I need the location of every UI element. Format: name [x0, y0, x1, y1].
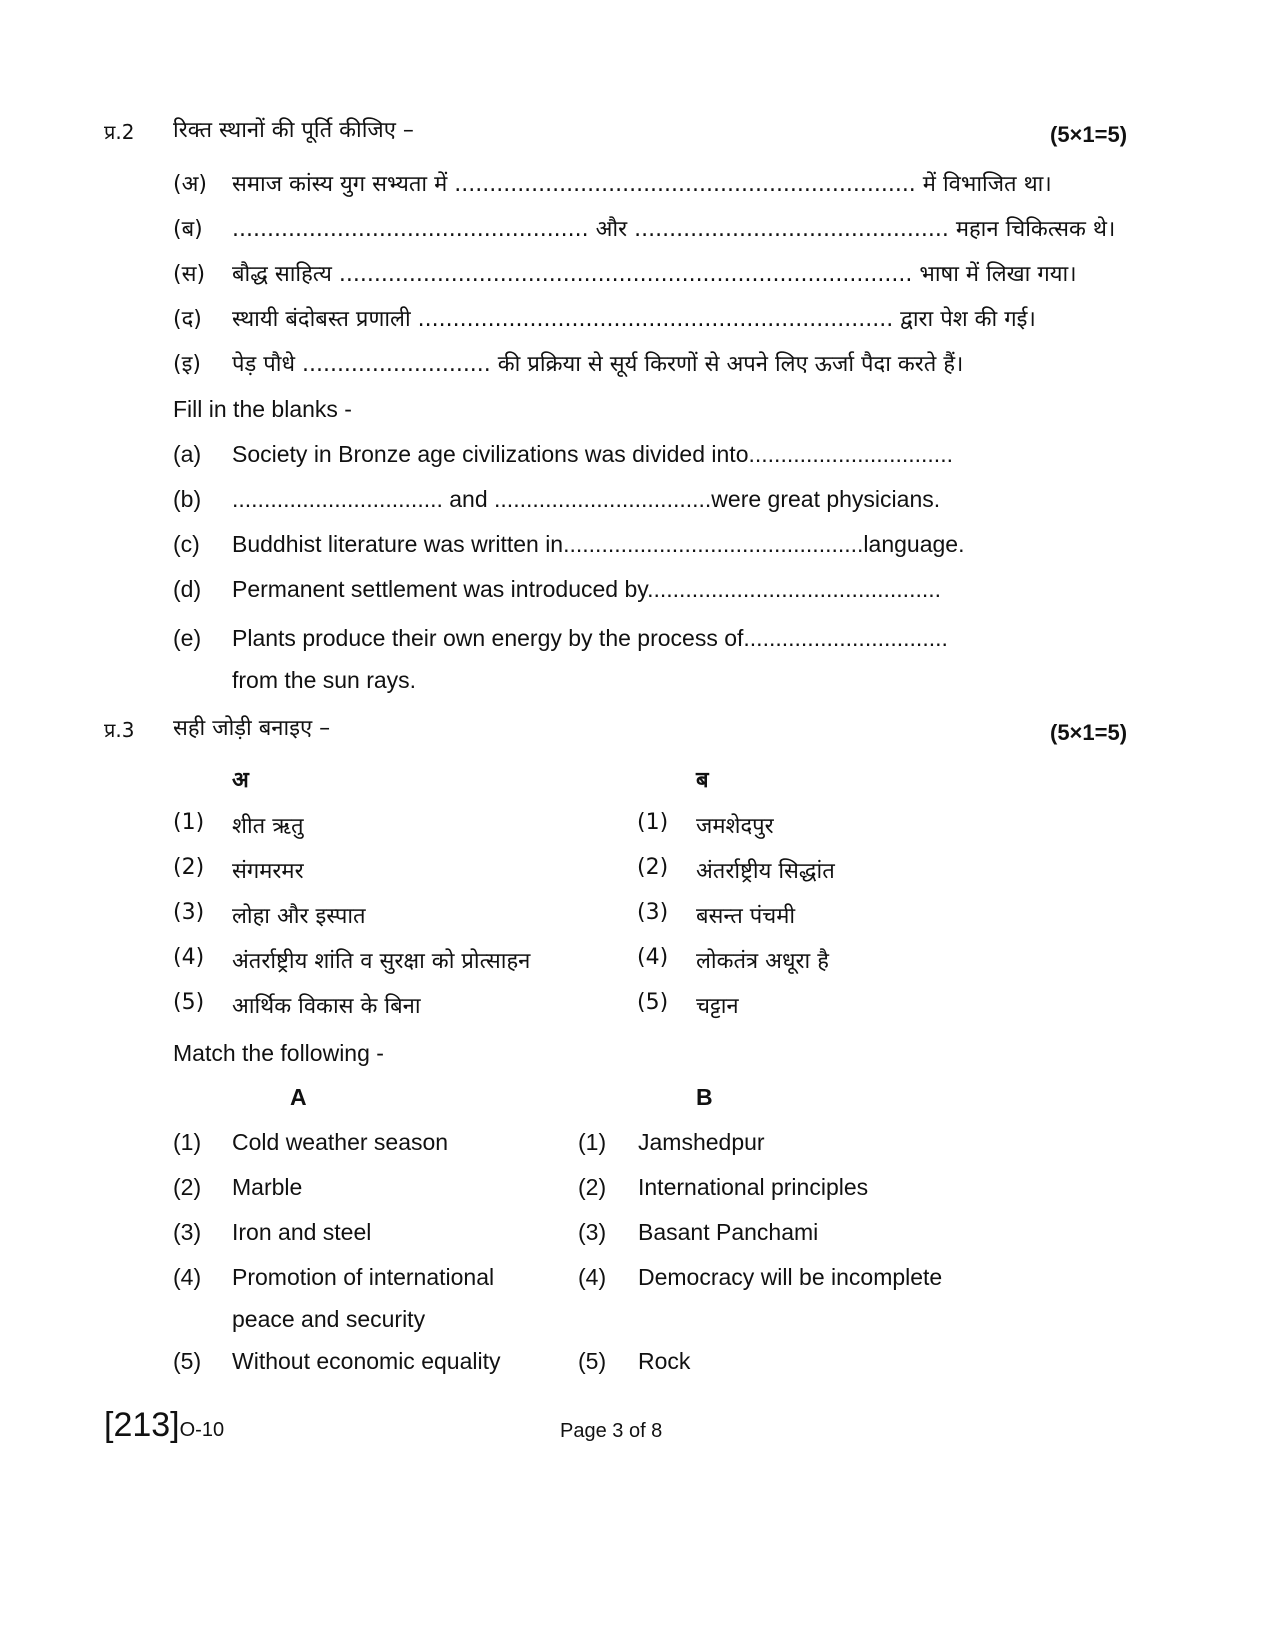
q3-en-right-label: (5): [578, 1348, 607, 1374]
q3-en-right-label: (2): [578, 1174, 607, 1200]
q3-en-left-label: (3): [173, 1219, 202, 1245]
q3-en-left-item: Marble: [232, 1174, 303, 1200]
q3-en-left-item: Without economic equality: [232, 1348, 501, 1374]
q3-hi-right-item: चट्टान: [696, 994, 739, 1019]
q3-hi-left-item: अंतर्राष्ट्रीय शांति व सुरक्षा को प्रोत्साहन: [232, 949, 531, 974]
q3-en-col-a-heading: A: [290, 1084, 307, 1110]
q2-en-label-e: (e): [173, 625, 202, 651]
q3-hi-right-item: अंतर्राष्ट्रीय सिद्धांत: [696, 859, 835, 884]
q2-hi-label-a: (अ): [173, 172, 207, 197]
q3-hi-right-item: बसन्त पंचमी: [696, 904, 796, 929]
q2-marks: (5×1=5): [1050, 122, 1128, 147]
q3-marks: (5×1=5): [1050, 720, 1128, 745]
q3-en-right-item: International principles: [638, 1174, 869, 1200]
q3-en-left-item: Promotion of international: [232, 1264, 495, 1290]
q2-hi-label-d: (द): [173, 307, 202, 332]
q3-hi-col-b-heading: ब: [696, 768, 709, 793]
q3-hi-right-label: (5): [637, 990, 669, 1015]
q3-en-right-item: Democracy will be incomplete: [638, 1264, 943, 1290]
q3-en-col-b-heading: B: [696, 1084, 713, 1110]
q3-hi-right-label: (4): [637, 945, 669, 970]
q3-en-right-item: Basant Panchami: [638, 1219, 819, 1245]
q2-hi-item-d: स्थायी बंदोबस्त प्रणाली .................................................................... द्वारा पेश की गई।: [232, 307, 1036, 332]
q2-title-english: Fill in the blanks -: [173, 396, 352, 422]
q3-hi-right-label: (2): [637, 855, 669, 880]
q3-en-left-label: (5): [173, 1348, 202, 1374]
q3-hi-left-label: (5): [173, 990, 205, 1015]
q2-en-item-b: ................................. and ..................................were great physicians.: [232, 486, 941, 512]
q3-en-right-item: Jamshedpur: [638, 1129, 765, 1155]
q3-en-right-label: (3): [578, 1219, 607, 1245]
footer-code: [213]: [104, 1406, 180, 1444]
q3-en-left-item: Cold weather season: [232, 1129, 449, 1155]
q3-hi-left-item: आर्थिक विकास के बिना: [232, 994, 421, 1019]
q2-title-hindi: रिक्त स्थानों की पूर्ति कीजिए –: [173, 118, 414, 143]
q3-en-left-item: Iron and steel: [232, 1219, 372, 1245]
q2-hi-label-e: (इ): [173, 352, 201, 377]
page-number: Page 3 of 8: [560, 1420, 663, 1442]
q3-hi-right-item: जमशेदपुर: [696, 814, 774, 839]
q3-en-left-label: (2): [173, 1174, 202, 1200]
q2-en-item-a: Society in Bronze age civilizations was divided into................................: [232, 441, 953, 467]
footer-paper-code: [104, 1406, 224, 1445]
q2-hi-label-b: (ब): [173, 217, 203, 242]
q3-hi-left-item: लोहा और इस्पात: [232, 904, 366, 929]
q2-en-item-e-continued: from the sun rays.: [232, 667, 417, 693]
q3-title-english: Match the following -: [173, 1040, 384, 1066]
q3-hi-left-label: (2): [173, 855, 205, 880]
q2-hi-label-c: (स): [173, 262, 206, 287]
q2-en-item-e: Plants produce their own energy by the process of................................: [232, 625, 948, 651]
q3-number: प्र.3: [104, 718, 135, 742]
q3-hi-left-label: (3): [173, 900, 205, 925]
q3-hi-col-a-heading: अ: [232, 768, 249, 793]
q3-en-left-label: (1): [173, 1129, 202, 1155]
q3-hi-left-item: शीत ऋतु: [232, 814, 304, 839]
q3-hi-left-label: (1): [173, 810, 205, 835]
q3-title-hindi: सही जोड़ी बनाइए –: [173, 716, 331, 741]
q3-en-right-item: Rock: [638, 1348, 691, 1374]
q3-hi-right-label: (3): [637, 900, 669, 925]
q2-en-item-d: Permanent settlement was introduced by..............................................: [232, 576, 942, 602]
q2-hi-item-a: समाज कांस्य युग सभ्यता में .................................................................. में विभाजित था।: [232, 172, 1052, 197]
q2-en-label-a: (a): [173, 441, 202, 467]
q3-hi-right-item: लोकतंत्र अधूरा है: [696, 949, 829, 974]
q3-en-right-label: (4): [578, 1264, 607, 1290]
q3-en-left-label: (4): [173, 1264, 202, 1290]
q2-hi-item-b: ................................................... और ............................................. महान चिकित्सक थे।: [232, 217, 1116, 242]
q2-hi-item-c: बौद्ध साहित्य .................................................................................. भाषा में लिखा गया।: [232, 262, 1077, 287]
q2-en-label-b: (b): [173, 486, 202, 512]
q3-hi-left-item: संगमरमर: [232, 859, 304, 884]
q2-en-label-d: (d): [173, 576, 202, 602]
q2-en-item-c: Buddhist literature was written in...............................................language.: [232, 531, 965, 557]
q3-hi-right-label: (1): [637, 810, 669, 835]
q3-en-right-label: (1): [578, 1129, 607, 1155]
footer-sub-code: O-10: [179, 1419, 225, 1441]
q2-en-label-c: (c): [173, 531, 200, 557]
q3-hi-left-label: (4): [173, 945, 205, 970]
q2-hi-item-e: पेड़ पौधे ........................... की प्रक्रिया से सूर्य किरणों से अपने लिए ऊर्जा पैदा करते हैं।: [232, 352, 964, 377]
q3-en-left-item-continued: peace and security: [232, 1306, 426, 1332]
q2-number: प्र.2: [104, 120, 135, 144]
